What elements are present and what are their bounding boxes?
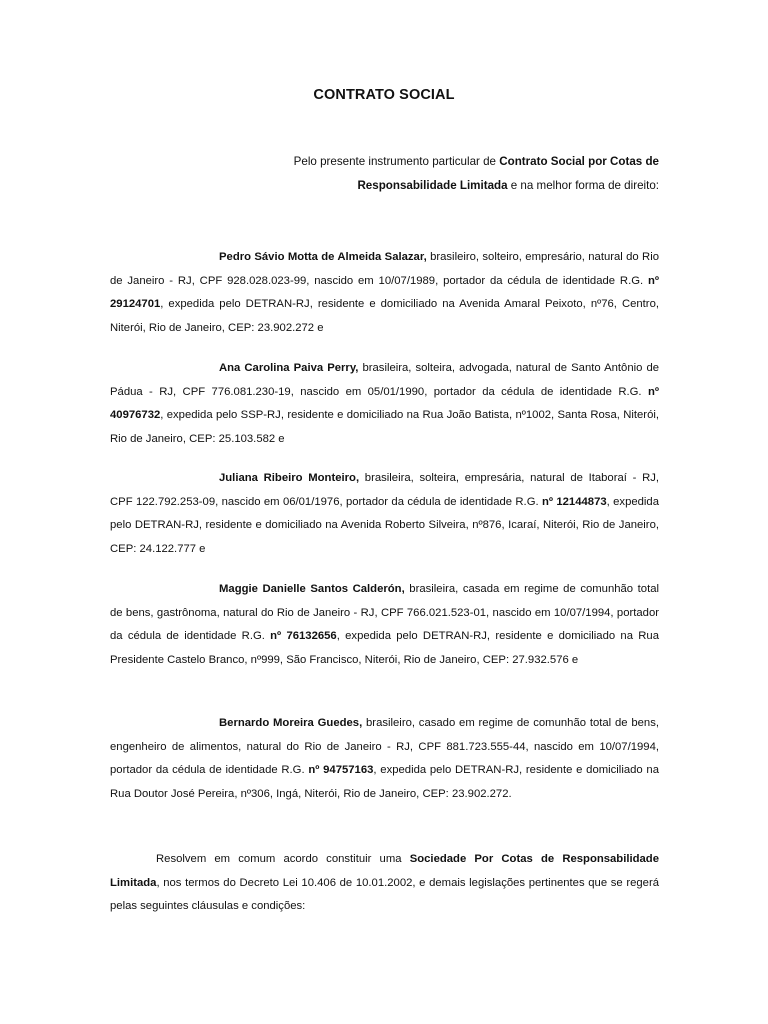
partner-paragraph-4 <box>110 578 659 672</box>
partner-details: brasileiro, casado em regime de comunhão total de bens, engenheiro de alimentos, natural do Rio de Janeiro - RJ, CPF 881.723.555-44, nascido em 10/07/1994, portador da cédula de identidade R.G. <box>110 717 659 776</box>
partner-paragraph-2 <box>110 357 659 451</box>
partner-rg: nº 12144873 <box>541 495 607 508</box>
partner-name: Bernardo Moreira Guedes, <box>219 717 363 729</box>
intro-paragraph <box>250 150 659 198</box>
closing-text-start: Resolvem em comum acordo constituir uma <box>156 853 410 865</box>
intro-text-end: e na melhor forma de direito: <box>507 179 659 192</box>
partner-address: , expedida pelo DETRAN-RJ, residente e domiciliado na Avenida Amaral Peixoto, nº76, Centro, Niterói, Rio de Janeiro, CEP: 23.902.272 e <box>110 298 659 334</box>
partner-paragraph-5 <box>110 712 659 806</box>
partner-name: Juliana Ribeiro Monteiro, <box>219 472 360 484</box>
company-type: Sociedade Por Cotas de Responsabilidade Limitada <box>110 853 659 889</box>
document-title: CONTRATO SOCIAL <box>313 87 455 103</box>
closing-paragraph <box>110 848 659 919</box>
closing-text-end: , nos termos do Decreto Lei 10.406 de 10.01.2002, e demais legislações pertinentes que se regerá pelas seguintes cláusulas e condições: <box>110 876 659 912</box>
partner-address: , expedida pelo DETRAN-RJ, residente e domiciliado na Rua Presidente Castelo Branco, nº999, São Francisco, Niterói, Rio de Janeiro, CEP: 27.932.576 e <box>110 630 659 666</box>
partner-address: , expedida pelo SSP-RJ, residente e domiciliado na Rua João Batista, nº1002, Santa Rosa, Niterói, Rio de Janeiro, CEP: 25.103.582 e <box>110 409 659 445</box>
partner-paragraph-1 <box>110 246 659 340</box>
partner-address: , expedida pelo DETRAN-RJ, residente e domiciliado na Rua Doutor José Pereira, nº306, Ingá, Niterói, Rio de Janeiro, CEP: 23.902.272. <box>110 764 659 800</box>
partner-paragraph-3 <box>110 467 659 561</box>
partner-rg: nº 76132656 <box>270 630 337 642</box>
partner-rg: nº 40976732 <box>110 385 659 421</box>
partner-rg: nº 29124701 <box>110 274 659 310</box>
partner-details: brasileira, solteira, advogada, natural de Santo Antônio de Pádua - RJ, CPF 776.081.230-19, nascido em 05/01/1990, portador da cédula de identidade R.G. <box>110 362 660 398</box>
partner-details: brasileira, solteira, empresária, natural de Itaboraí - RJ, CPF 122.792.253-09, nascido em 06/01/1976, portador da cédula de identidade R.G. <box>110 472 660 508</box>
partner-address: , expedida pelo DETRAN-RJ, residente e domiciliado na Avenida Roberto Silveira, nº876, Icaraí, Niterói, Rio de Janeiro, CEP: 24.122.777 e <box>110 495 659 555</box>
partner-rg: nº 94757163 <box>308 764 374 776</box>
partner-details: brasileiro, solteiro, empresário, natural do Rio de Janeiro - RJ, CPF 928.028.023-99, nascido em 10/07/1989, portador da cédula de identidade R.G. <box>110 251 659 287</box>
partner-name: Ana Carolina Paiva Perry, <box>219 362 359 374</box>
partner-details: brasileira, casada em regime de comunhão total de bens, gastrônoma, natural do Rio de Janeiro - RJ, CPF 766.021.523-01, nascido em 10/07/1994, portador da cédula de identidade R.G. <box>110 583 659 642</box>
partner-name: Maggie Danielle Santos Calderón, <box>219 583 405 595</box>
intro-contract-type: Contrato Social por Cotas de Responsabilidade Limitada <box>357 155 659 192</box>
partner-name: Pedro Sávio Motta de Almeida Salazar, <box>219 251 427 263</box>
intro-text-start: Pelo presente instrumento particular de <box>293 155 500 168</box>
